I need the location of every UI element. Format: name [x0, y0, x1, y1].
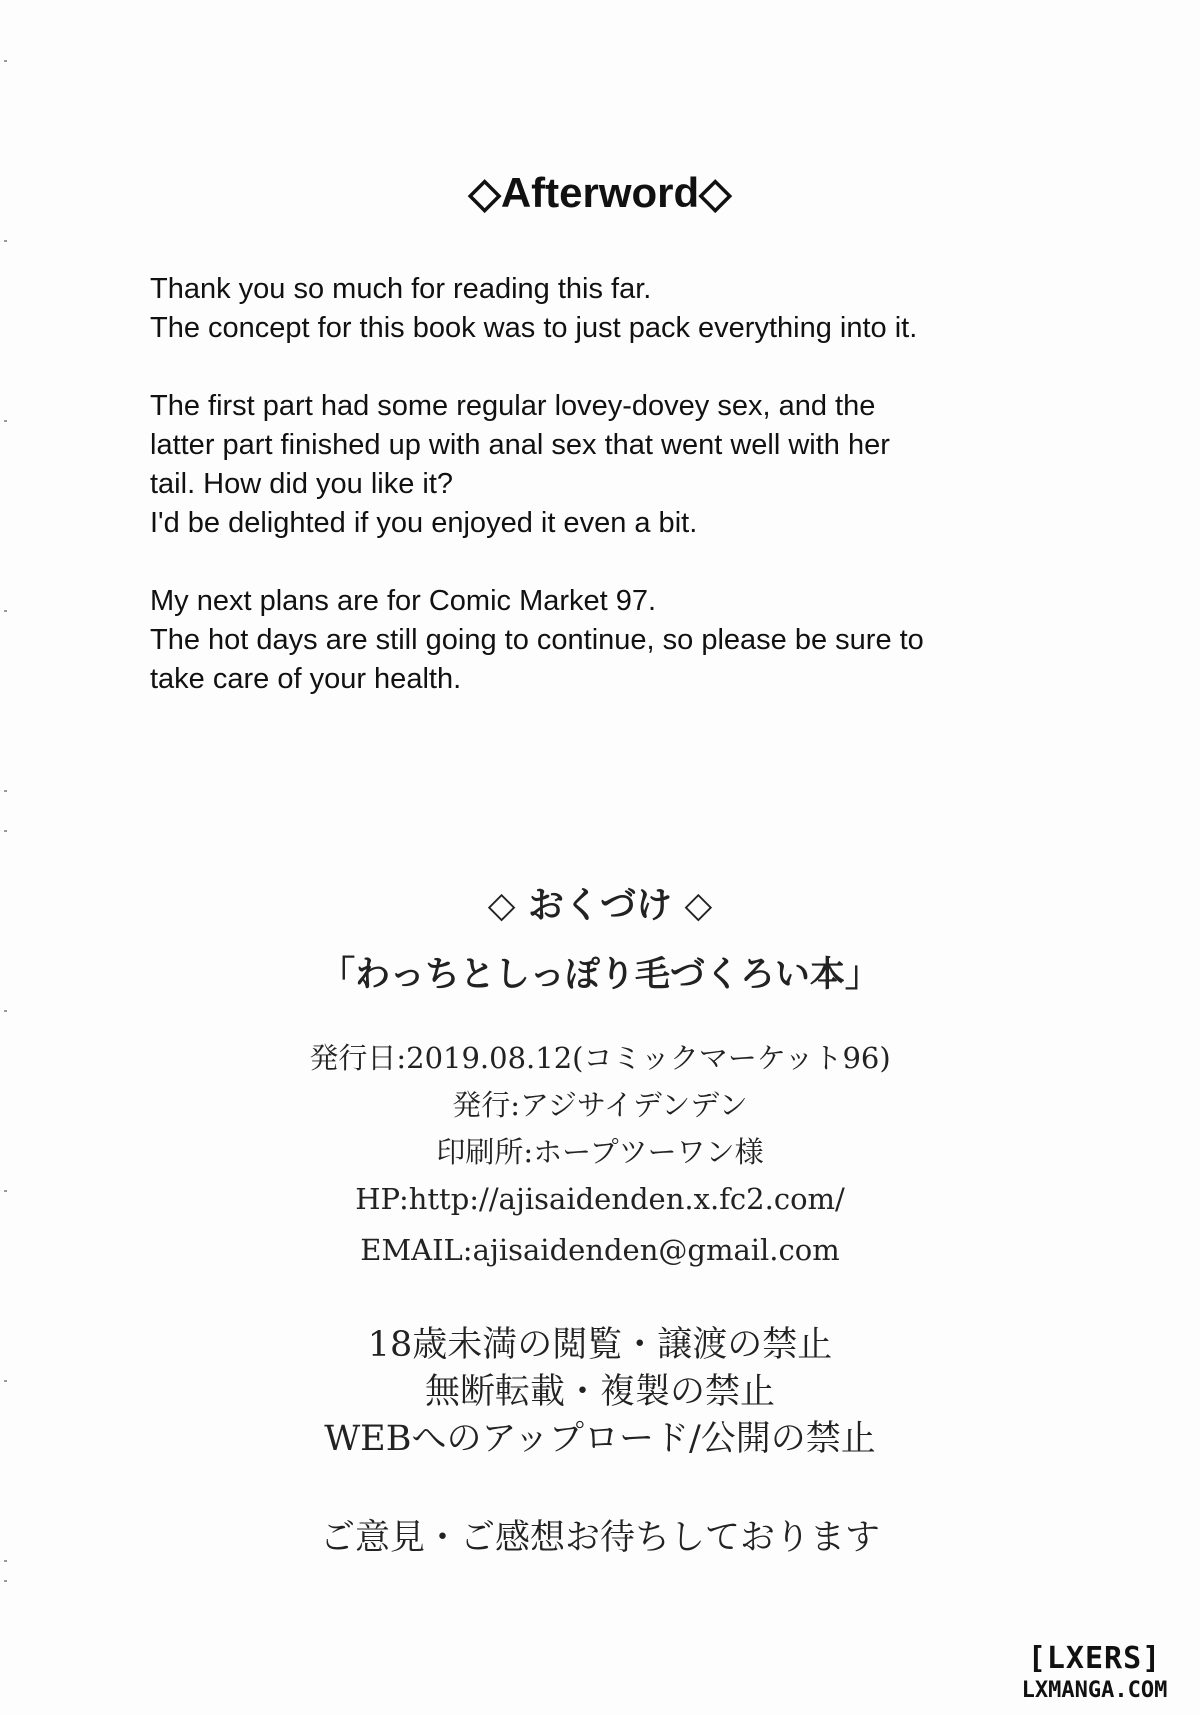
afterword-line: tail. How did you like it?	[150, 468, 454, 500]
publication-info	[0, 1035, 1200, 1274]
site-watermark	[1007, 1641, 1182, 1705]
afterword-title: ◇Afterword◇	[468, 169, 732, 217]
afterword-paragraph	[150, 582, 1080, 699]
colophon	[0, 880, 1200, 1563]
notice-line: WEBへのアップロード/公開の禁止	[324, 1419, 876, 1459]
afterword-line: The hot days are still going to continue, so please be sure to	[150, 624, 924, 656]
colophon-heading: ◇ おくづけ ◇	[487, 884, 713, 926]
afterword-line: The first part had some regular lovey-dovey sex, and the	[150, 390, 876, 422]
printer: 印刷所:ホープツーワン様	[436, 1135, 764, 1169]
issue-date: 発行日:2019.08.12(コミックマーケット96)	[309, 1041, 891, 1075]
watermark-bottom: LXMANGA.COM	[1021, 1678, 1168, 1703]
email-address: EMAIL:ajisaidenden@gmail.com	[360, 1233, 840, 1267]
afterword-line: take care of your health.	[150, 663, 462, 695]
notice-line: 18歳未満の閲覧・譲渡の禁止	[367, 1325, 833, 1365]
afterword-line: Thank you so much for reading this far.	[150, 273, 652, 305]
watermark-top: [LXERS]	[1027, 1641, 1162, 1676]
afterword-paragraph	[150, 387, 1080, 543]
book-title: 「わっちとしっぽり毛づくろい本」	[320, 954, 880, 995]
prohibition-notices	[0, 1322, 1200, 1463]
afterword-line: The concept for this book was to just pack everything into it.	[150, 312, 918, 344]
afterword-line: I'd be delighted if you enjoyed it even a bit.	[150, 507, 698, 539]
publisher: 発行:アジサイデンデン	[452, 1088, 748, 1122]
closing-message: ご意見・ご感想お待ちしております	[319, 1518, 880, 1558]
afterword-line: My next plans are for Comic Market 97.	[150, 585, 657, 617]
afterword-line: latter part finished up with anal sex that went well with her	[150, 429, 890, 461]
notice-line: 無断転載・複製の禁止	[424, 1372, 775, 1412]
afterword-paragraph	[150, 270, 1080, 348]
afterword-body	[150, 270, 1080, 738]
homepage-url: HP:http://ajisaidenden.x.fc2.com/	[355, 1182, 845, 1216]
